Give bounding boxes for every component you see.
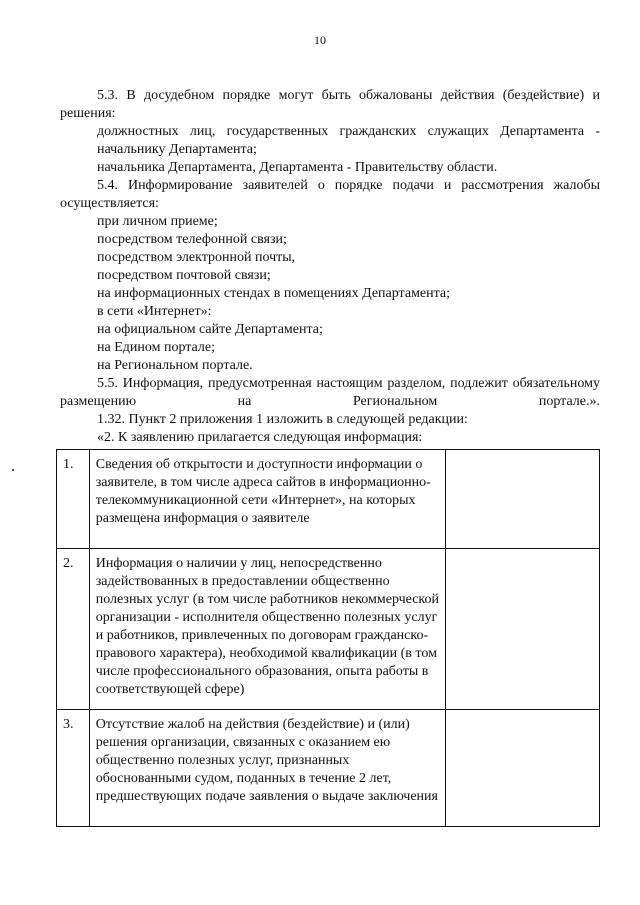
information-table (56, 449, 600, 827)
row-description: Информация о наличии у лиц, непосредственно задействованных в предоставлении общественно полезных услуг (в том числе работников некоммерческой организации - исполнителя общественно полезных услуг и работников, привлеченных по договорам гражданско-правового характера), необходимой квалификации (в том числе профессионального образования, опыта работы в соответствующей сфере) (89, 549, 445, 710)
row-empty-cell (446, 450, 600, 549)
paragraph-5-4: 5.4. Информирование заявителей о порядке подачи и рассмотрения жалобы осуществляется: (60, 178, 600, 211)
paragraph-5-4-item: посредством электронной почты, (97, 250, 296, 265)
table-row (57, 450, 600, 549)
row-number: 2. (57, 549, 90, 710)
paragraph-5-4-item: посредством телефонной связи; (97, 232, 287, 247)
paragraph-1-32: 1.32. Пункт 2 приложения 1 изложить в следующей редакции: (97, 412, 468, 427)
row-number: 1. (57, 450, 90, 549)
row-description: Отсутствие жалоб на действия (бездействие) и (или) решения организации, связанных с оказанием ею общественно полезных услуг, признанных обоснованными судом, поданных в течение 2 лет, предшествующих подаче заявления о выдаче заключения (89, 710, 445, 827)
paragraph-5-4-item: на Региональном портале. (97, 358, 253, 373)
paragraph-5-3: 5.3. В досудебном порядке могут быть обжалованы действия (бездействие) и решения: (60, 88, 600, 121)
page-number: 10 (314, 33, 326, 47)
row-empty-cell (446, 549, 600, 710)
row-empty-cell (446, 710, 600, 827)
document-body (60, 87, 600, 447)
table-row (57, 549, 600, 710)
paragraph-5-3-item-1: должностных лиц, государственных гражданских служащих Департамента - начальнику Департамента; (97, 124, 600, 157)
paragraph-2-intro: «2. К заявлению прилагается следующая информация: (97, 430, 423, 445)
paragraph-5-4-item: в сети «Интернет»: (97, 304, 212, 319)
paragraph-5-4-item: посредством почтовой связи; (97, 268, 271, 283)
paragraph-5-4-item: на официальном сайте Департамента; (97, 322, 323, 337)
paragraph-5-3-item-2: начальника Департамента, Департамента - Правительству области. (97, 160, 498, 175)
table-row (57, 710, 600, 827)
paragraph-5-4-item: на информационных стендах в помещениях Департамента; (97, 286, 451, 301)
scan-speck (12, 469, 14, 471)
row-description: Сведения об открытости и доступности информации о заявителе, в том числе адреса сайтов в информационно-телекоммуникационной сети «Интернет», на которых размещена информация о заявителе (89, 450, 445, 549)
row-number: 3. (57, 710, 90, 827)
paragraph-5-4-item: на Едином портале; (97, 340, 215, 355)
paragraph-5-4-item: при личном приеме; (97, 214, 218, 229)
paragraph-5-5: 5.5. Информация, предусмотренная настоящим разделом, подлежит обязательному размещению на Региональном портале.». (60, 376, 600, 409)
